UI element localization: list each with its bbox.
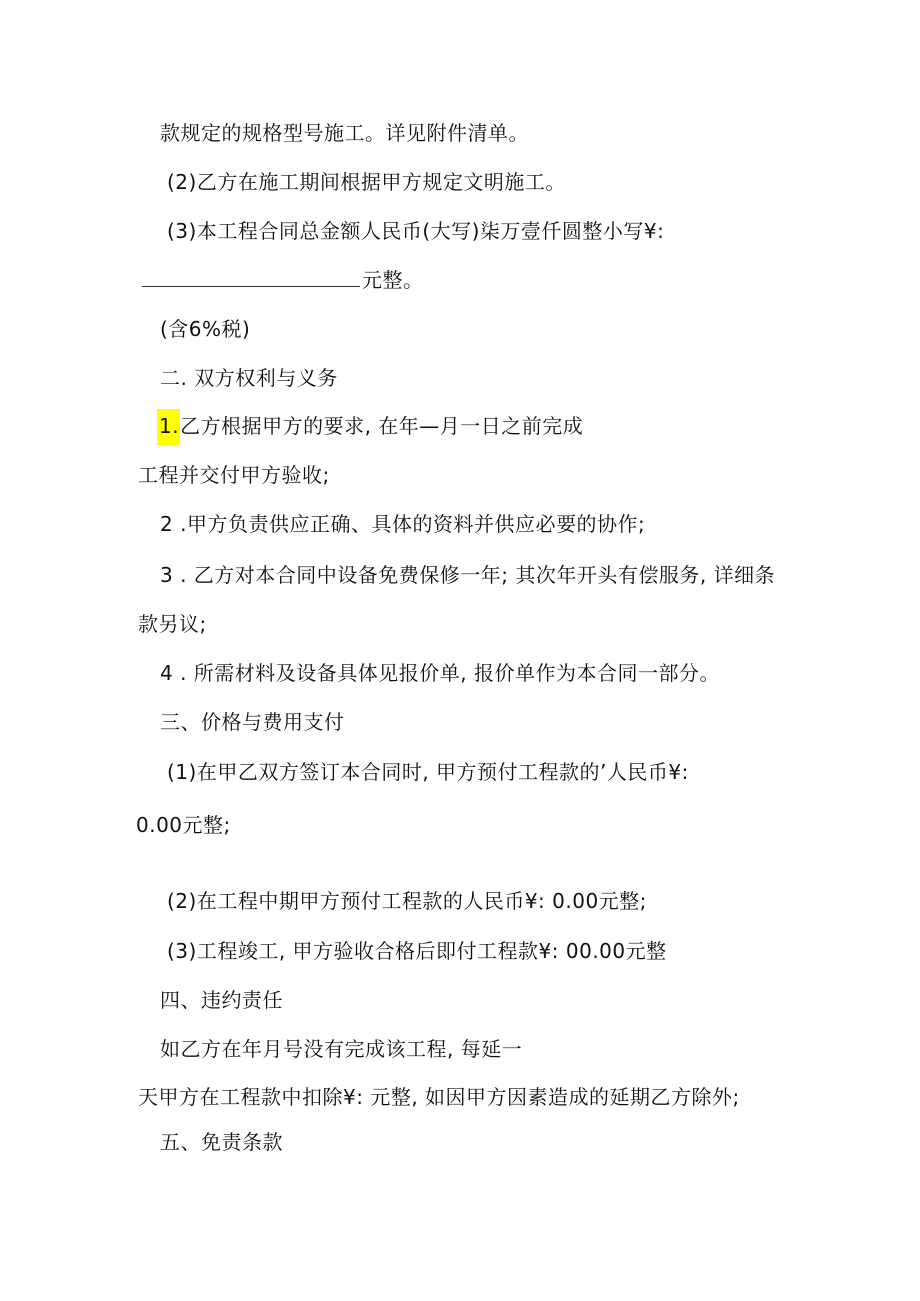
payment-1-amount: 0.00元整; [136,813,231,837]
section-2-heading: 二. 双方权利与义务 [160,366,338,390]
item-2: 2 .甲方负责供应正确、具体的资料并供应必要的协作; [160,512,646,536]
item-1-text: 乙方根据甲方的要求, 在年—月一日之前完成 [180,414,584,438]
item-1-line [157,409,583,445]
liability-2: 天甲方在工程款中扣除¥: 元整, 如因甲方因素造成的延期乙方除外; [138,1085,740,1109]
clause-text: 款规定的规格型号施工。详见附件清单。 [160,121,529,145]
section-5-heading: 五、免责条款 [160,1130,283,1154]
item-1-continued: 工程并交付甲方验收; [138,463,330,487]
item-3-continued: 款另议; [138,612,207,636]
section-3-heading: 三、价格与费用支付 [160,710,345,734]
item-1-number-highlighted: 1. [157,409,180,445]
amount-line [142,266,424,294]
payment-3: (3)工程竣工, 甲方验收合格后即付工程款¥: 00.00元整 [167,939,667,963]
item-4: 4 . 所需材料及设备具体见报价单, 报价单作为本合同一部分。 [160,661,721,685]
payment-2: (2)在工程中期甲方预付工程款的人民币¥: 0.00元整; [167,889,647,913]
item-3: 3 . 乙方对本合同中设备免费保修一年; 其次年开头有偿服务, 详细条 [160,563,776,587]
liability-1: 如乙方在年月号没有完成该工程, 每延一 [160,1037,523,1061]
clause-2-text: (2)乙方在施工期间根据甲方规定文明施工。 [167,170,566,194]
amount-blank-field [142,268,360,287]
section-4-heading: 四、违约责任 [160,988,283,1012]
amount-suffix: 元整。 [362,268,424,292]
clause-3-text: (3)本工程合同总金额人民币(大写)柒万壹仟圆整小写¥: [167,219,665,243]
tax-note: (含6%税) [160,317,251,341]
payment-1: (1)在甲乙双方签订本合同时, 甲方预付工程款的’人民币¥: [167,760,689,784]
